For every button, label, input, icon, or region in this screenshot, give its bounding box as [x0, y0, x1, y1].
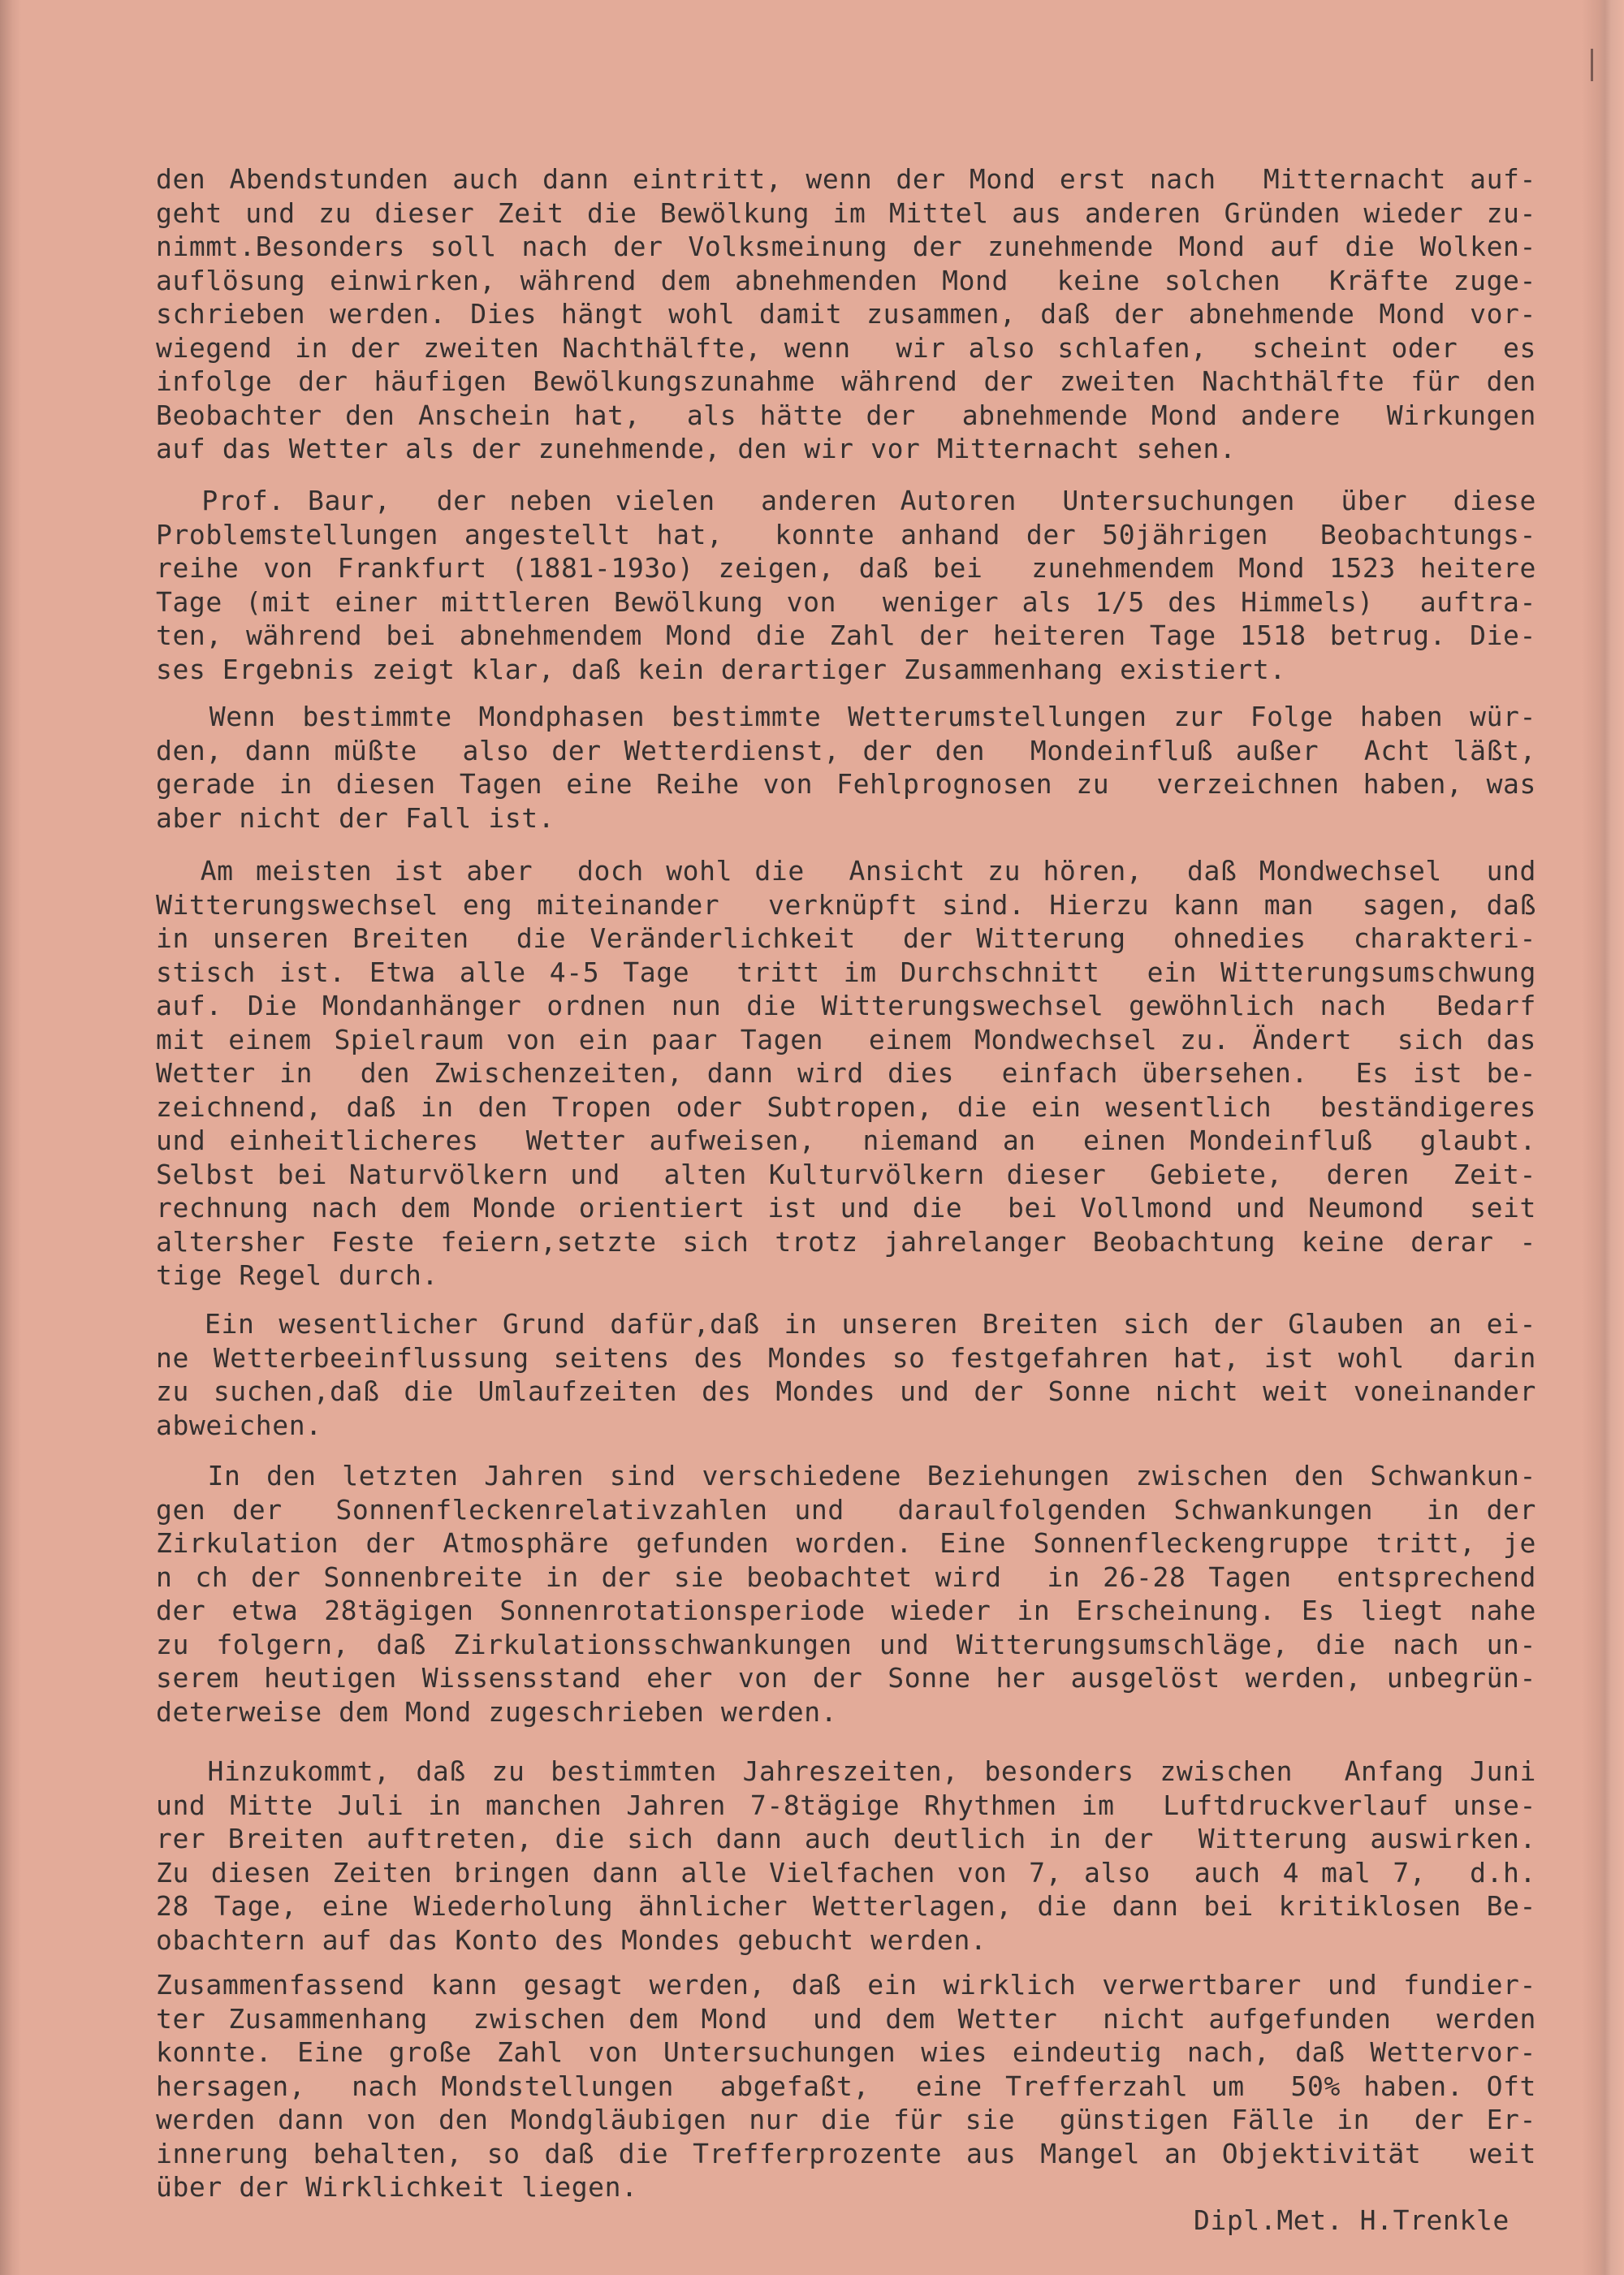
author-signature: Dipl.Met. H.Trenkle [1194, 2204, 1510, 2236]
text-line: rer Breiten auftreten, die sich dann auch deutlich in der Witterung auswirken. [156, 1823, 1536, 1854]
text-line: hersagen, nach Mondstellungen abgefaßt, eine Trefferzahl um 50% haben. Oft [156, 2070, 1536, 2102]
page-edge-right [1582, 0, 1624, 2275]
text-line: aber nicht der Fall ist. [156, 801, 555, 834]
text-line: ne Wetterbeeinflussung seitens des Mondes so festgefahren hat, ist wohl darin [156, 1341, 1536, 1374]
text-line: Zusammenfassend kann gesagt werden, daß ein wirklich verwertbarer und fundier- [156, 1969, 1536, 2001]
paragraph-6 [156, 1459, 1536, 1729]
text-line: Problemstellungen angestellt hat, konnte anhand der 50jährigen Beobachtungs- [156, 518, 1536, 550]
text-line: Prof. Baur, der neben vielen anderen Autoren Untersuchungen über diese [156, 485, 1536, 516]
text-line: der etwa 28tägigen Sonnenrotationsperiode wieder in Erscheinung. Es liegt nahe [156, 1595, 1536, 1626]
text-line: Beobachter den Anschein hat, als hätte der abnehmende Mond andere Wirkungen [156, 399, 1536, 431]
text-line: Tage (mit einer mittleren Bewölkung von weniger als 1/5 des Himmels) auftra- [156, 585, 1536, 618]
paragraph-2 [156, 484, 1536, 686]
text-line: über der Wirklichkeit liegen. [156, 2171, 638, 2203]
text-line: und einheitlicheres Wetter aufweisen, niemand an einen Mondeinfluß glaubt. [156, 1125, 1536, 1156]
paragraph-8 [156, 1968, 1536, 2204]
text-line: Ein wesentlicher Grund dafür,daß in unseren Breiten sich der Glauben an ei- [156, 1308, 1536, 1340]
paragraph-5 [156, 1307, 1536, 1442]
text-line: innerung behalten, so daß die Trefferprozente aus Mangel an Objektivität weit [156, 2137, 1536, 2169]
text-line: n ch der Sonnenbreite in der sie beobachtet wird in 26-28 Tagen entsprechend [156, 1561, 1536, 1593]
text-line: Wetter in den Zwischenzeiten, dann wird dies einfach übersehen. Es ist be- [156, 1057, 1536, 1089]
paragraph-4 [156, 854, 1536, 1293]
text-line: Hinzukommt, daß zu bestimmten Jahreszeiten, besonders zwischen Anfang Juni [156, 1755, 1536, 1787]
text-line: auf. Die Mondanhänger ordnen nun die Witterungswechsel gewöhnlich nach Bedarf [156, 990, 1536, 1021]
paragraph-1 [156, 162, 1536, 466]
text-line: Selbst bei Naturvölkern und alten Kulturvölkern dieser Gebiete, deren Zeit- [156, 1158, 1536, 1190]
text-line: ten, während bei abnehmendem Mond die Zahl der heiteren Tage 1518 betrug. Die- [156, 619, 1536, 651]
page-fold-mark [1591, 49, 1593, 81]
text-line: Zu diesen Zeiten bringen dann alle Vielfachen von 7, also auch 4 mal 7, d.h. [156, 1856, 1536, 1889]
text-line: 28 Tage, eine Wiederholung ähnlicher Wetterlagen, die dann bei kritiklosen Be- [156, 1890, 1536, 1922]
text-line: geht und zu dieser Zeit die Bewölkung im Mittel aus anderen Gründen wieder zu- [156, 196, 1536, 229]
text-line: reihe von Frankfurt (1881-193o) zeigen, daß bei zunehmendem Mond 1523 heitere [156, 552, 1536, 584]
text-line: tige Regel durch. [156, 1259, 438, 1291]
text-line: Witterungswechsel eng miteinander verknüpft sind. Hierzu kann man sagen, daß [156, 888, 1536, 921]
text-line: schrieben werden. Dies hängt wohl damit zusammen, daß der abnehmende Mond vor- [156, 298, 1536, 330]
text-line: obachtern auf das Konto des Mondes gebucht werden. [156, 1923, 987, 1956]
text-line: rechnung nach dem Monde orientiert ist und die bei Vollmond und Neumond seit [156, 1192, 1536, 1224]
text-line: in unseren Breiten die Veränderlichkeit der Witterung ohnedies charakteri- [156, 922, 1536, 954]
text-line: gen der Sonnenfleckenrelativzahlen und daraulfolgenden Schwankungen in der [156, 1493, 1536, 1526]
text-line: deterweise dem Mond zugeschrieben werden. [156, 1695, 838, 1728]
text-line: serem heutigen Wissensstand eher von der Sonne her ausgelöst werden, unbegrün- [156, 1662, 1536, 1694]
text-line: In den letzten Jahren sind verschiedene Beziehungen zwischen den Schwankun- [156, 1460, 1536, 1491]
text-line: altersher Feste feiern,setzte sich trotz jahrelanger Beobachtung keine derar - [156, 1225, 1536, 1258]
text-line: und Mitte Juli in manchen Jahren 7-8tägige Rhythmen im Luftdruckverlauf unse- [156, 1789, 1536, 1821]
text-line: Zirkulation der Atmosphäre gefunden worden. Eine Sonnenfleckengruppe tritt, je [156, 1527, 1536, 1559]
text-line: stisch ist. Etwa alle 4-5 Tage tritt im Durchschnitt ein Witterungsumschwung [156, 956, 1536, 988]
text-line: werden dann von den Mondgläubigen nur die für sie günstigen Fälle in der Er- [156, 2104, 1536, 2135]
paragraph-3 [156, 700, 1536, 835]
text-line: auflösung einwirken, während dem abnehmenden Mond keine solchen Kräfte zuge- [156, 264, 1536, 296]
text-line: gerade in diesen Tagen eine Reihe von Fehlprognosen zu verzeichnen haben, was [156, 768, 1536, 800]
text-line: zeichnend, daß in den Tropen oder Subtropen, die ein wesentlich beständigeres [156, 1090, 1536, 1123]
text-line: den Abendstunden auch dann eintritt, wenn der Mond erst nach Mitternacht auf- [156, 163, 1536, 195]
paragraph-7 [156, 1755, 1536, 1957]
text-line: abweichen. [156, 1409, 322, 1441]
text-line: konnte. Eine große Zahl von Untersuchungen wies eindeutig nach, daß Wettervor- [156, 2036, 1536, 2068]
text-line: mit einem Spielraum von ein paar Tagen einem Mondwechsel zu. Ändert sich das [156, 1023, 1536, 1055]
text-line: ses Ergebnis zeigt klar, daß kein derartiger Zusammenhang existiert. [156, 653, 1286, 685]
text-line: ter Zusammenhang zwischen dem Mond und dem Wetter nicht aufgefunden werden [156, 2002, 1536, 2035]
text-line: infolge der häufigen Bewölkungszunahme während der zweiten Nachthälfte für den [156, 365, 1536, 397]
page-edge-left [0, 0, 21, 2275]
text-line: den, dann müßte also der Wetterdienst, der den Mondeinfluß außer Acht läßt, [156, 734, 1536, 766]
text-line: nimmt.Besonders soll nach der Volksmeinung der zunehmende Mond auf die Wolken- [156, 231, 1536, 262]
text-line: auf das Wetter als der zunehmende, den wir vor Mitternacht sehen. [156, 433, 1237, 464]
text-line: Wenn bestimmte Mondphasen bestimmte Wetterumstellungen zur Folge haben wür- [156, 701, 1536, 732]
text-line: wiegend in der zweiten Nachthälfte, wenn wir also schlafen, scheint oder es [156, 331, 1536, 364]
text-line: Am meisten ist aber doch wohl die Ansicht zu hören, daß Mondwechsel und [156, 855, 1536, 887]
text-line: zu folgern, daß Zirkulationsschwankungen und Witterungsumschläge, die nach un- [156, 1628, 1536, 1660]
text-line: zu suchen,daß die Umlaufzeiten des Mondes und der Sonne nicht weit voneinander [156, 1375, 1536, 1407]
